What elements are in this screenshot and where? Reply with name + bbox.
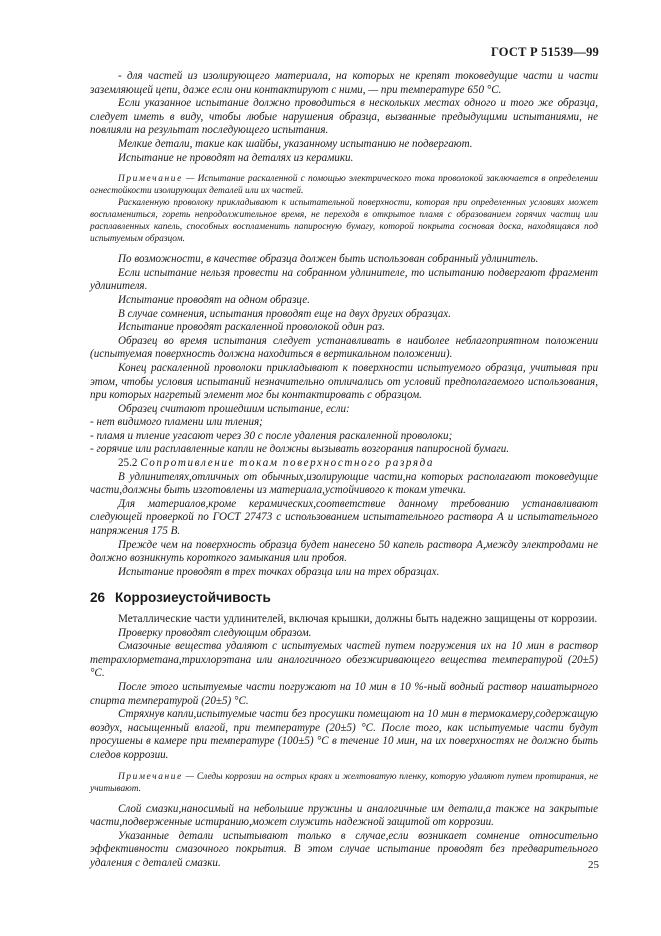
note-paragraph	[90, 173, 598, 197]
section-heading	[90, 591, 598, 605]
paragraph: Испытание проводят раскаленной проволокой один раз.	[118, 321, 385, 334]
paragraph: Стряхнув капли,испытуемые части без просушки помещают на 10 мин в термокамеру,содержащую воздух, насыщенный влагой, при температуре (20±5) °С. После того, как испытуемые части будут просушены в камере при температуре (100±5) °С в течение 10 мин, на их поверхностях не должно быть следов коррозии.	[90, 708, 598, 761]
paragraph: В случае сомнения, испытания проводят еще на двух других образцах.	[118, 307, 451, 320]
paragraph: Слой смазки,наносимый на небольшие пружины и аналогичные им детали,а также на закрытые части,подверженные истиранию,может служить надежной защитой от коррозии.	[90, 802, 598, 829]
note-paragraph	[90, 771, 598, 795]
standard-header: ГОСТ Р 51539—99	[490, 45, 599, 59]
paragraph: Испытание не проводят на деталях из керамики.	[118, 151, 354, 164]
paragraph: - для частей из изолирующего материала, на которых не крепят токоведущие части и части заземляющей цепи, даже если они контактируют с ними, — при температуре 650 °С.	[90, 70, 598, 96]
paragraph: Если указанное испытание должно проводиться в нескольких местах одного и того же образца, следует иметь в виду, чтобы любые нарушения образца, вызванные предыдущими испытаниями, не повлияли на результат последующего испытания.	[90, 97, 598, 137]
note-label: Примечание	[118, 771, 183, 782]
note-text: — Испытание раскаленной с помощью электрического тока проволокой заключается в определении огнестойкости изолирующих деталей или их частей.	[90, 174, 598, 197]
paragraph: Смазочные вещества удаляют с испытуемых частей путем погружения их на 10 мин в раствор тетрахлорметана,трихлорэтана или аналогичного обезжиривающего вещества температурой (20±5) °С.	[90, 640, 598, 680]
note-block	[90, 771, 598, 795]
paragraph: Испытание проводят в трех точках образца или на трех образцах.	[118, 565, 440, 578]
note-text: — Следы коррозии на острых краях и желтоватую пленку, которую удаляют путем протирания, не учитывают.	[90, 771, 598, 794]
paragraph: Указанные детали испытывают только в случае,если возникает сомнение относительно эффективности смазочного покрытия. В этом случае испытание проводят без предварительного удаления с деталей смазки.	[90, 829, 598, 869]
list-item: - нет видимого пламени или тления;	[90, 416, 263, 429]
paragraph: Образец во время испытания следует устанавливать в наиболее неблагоприятном положении (испытуемая поверхность должна находиться в вертикальном положении).	[90, 334, 598, 361]
paragraph: Для материалов,кроме керамических,соответствие данному требованию устанавливают следующей проверкой по ГОСТ 27473 с использованием испытательного раствора А и испытательного напряжения 175 В.	[90, 497, 598, 538]
paragraph: Конец раскаленной проволоки прикладывают к поверхности испытуемого образца, учитывая при этом, чтобы условия испытаний незначительно отличались от условий предполагаемого использования, при которых нагретый элемент мог бы контактировать с образцом.	[90, 361, 598, 402]
paragraph: Испытание проводят на одном образце.	[118, 293, 310, 306]
document-body	[90, 70, 598, 871]
paragraph: Проверку проводят следующим образом.	[118, 626, 312, 639]
list-item: - пламя и тление угасают через 30 с после удаления раскаленной проволоки;	[90, 429, 453, 442]
paragraph: После этого испытуемые части погружают на 10 мин в 10 %-ный водный раствор нашатырного спирта температурой (20±5) °С.	[90, 680, 598, 707]
subsection-title: Сопротивление токам поверхностного разряда	[140, 457, 435, 470]
section-title: Коррозиеустойчивость	[115, 590, 271, 606]
paragraph: По возможности, в качестве образца должен быть использован собранный удлинитель.	[118, 253, 539, 266]
section-number: 26	[90, 590, 106, 606]
subsection-number: 25.2	[118, 457, 138, 470]
page-number: 25	[588, 859, 599, 871]
list-item: - горячие или расплавленные капли не должны вызывать возгорания папиросной бумаги.	[90, 443, 510, 456]
paragraph: В удлинителях,отличных от обычных,изолирующие части,на которых располагают токоведущие части,должны быть изготовлены из материала,устойчивого к токам утечки.	[90, 470, 598, 497]
note-block	[90, 173, 598, 245]
note-label: Примечание	[118, 174, 183, 185]
subsection-heading	[90, 457, 598, 471]
paragraph: Мелкие детали, такие как шайбы, указанному испытанию не подвергают.	[118, 137, 473, 150]
paragraph: Металлические части удлинителей, включая крышки, должны быть надежно защищены от коррозии.	[118, 613, 598, 625]
note-paragraph: Раскаленную проволоку прикладывают к испытательной поверхности, которая при определенных условиях может воспламениться, гореть непродолжительное время, не переходя в открытое пламя с образованием горячих частиц или расплавленных капель, способных воспламенить папиросную бумагу, которой покрыта сосновая доска, находящаяся под испытуемым образцом.	[90, 198, 598, 245]
paragraph: Если испытание нельзя провести на собранном удлинителе, то испытанию подвергают фрагмент удлинителя.	[90, 266, 598, 293]
paragraph: Образец считают прошедшим испытание, если:	[118, 402, 350, 415]
paragraph: Прежде чем на поверхность образца будет нанесено 50 капель раствора А,между электродами не должно возникнуть короткого замыкания или пробоя.	[90, 538, 598, 565]
